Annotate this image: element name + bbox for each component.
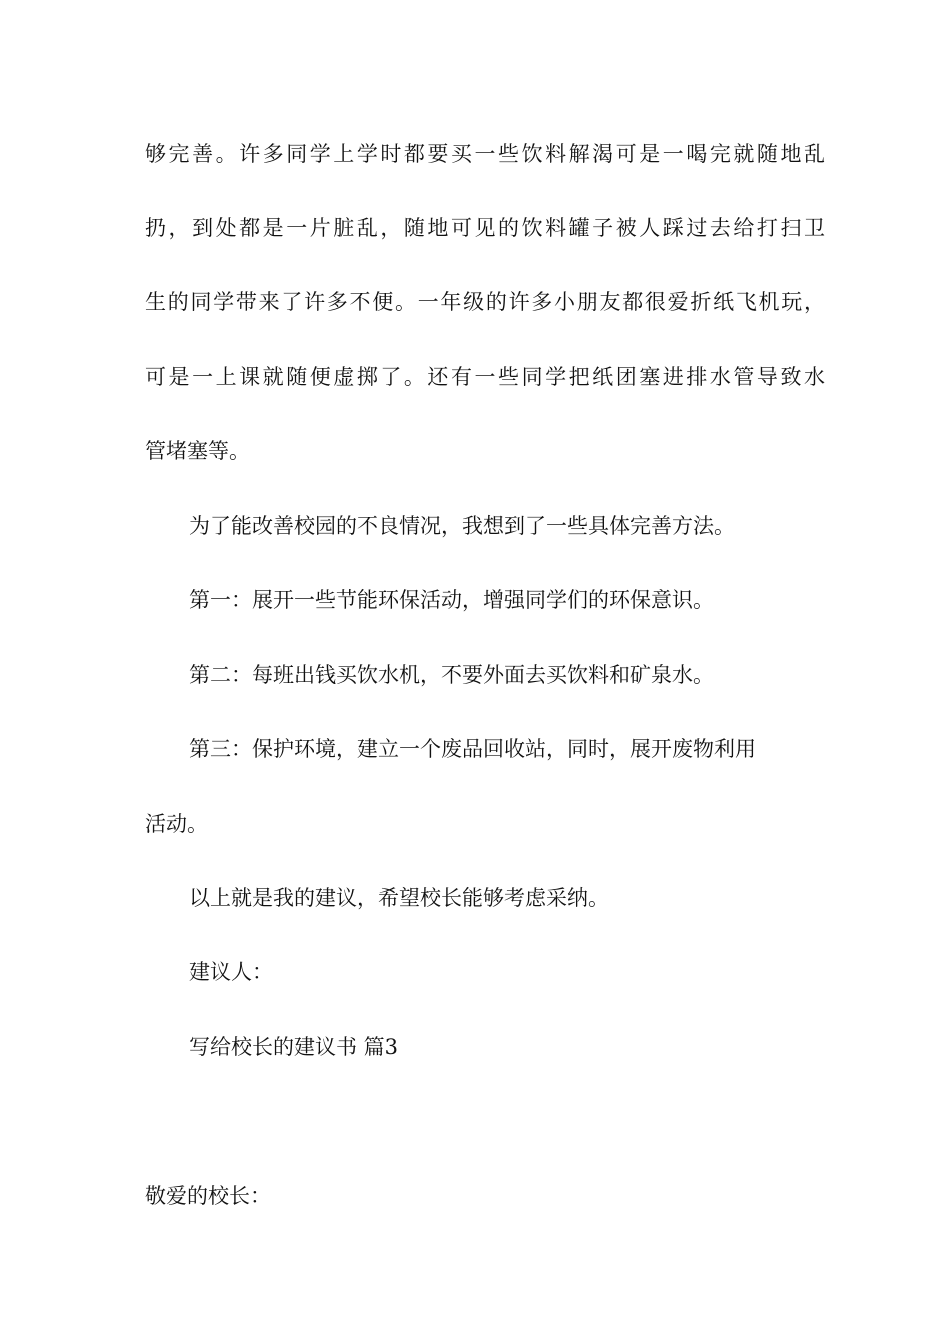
paragraph-line: 扔，到处都是一片脏乱，随地可见的饮料罐子被人踩过去给打扫卫 <box>145 216 825 240</box>
paragraph-line: 管堵塞等。 <box>145 439 250 463</box>
section-title: 写给校长的建议书 篇3 <box>189 1035 399 1059</box>
suggestion-point-3-continued: 活动。 <box>145 812 208 836</box>
suggestion-point-3: 第三：保护环境，建立一个废品回收站，同时，展开废物利用 <box>189 737 756 761</box>
signature-label: 建议人： <box>189 960 273 984</box>
paragraph-intro: 为了能改善校园的不良情况，我想到了一些具体完善方法。 <box>189 514 735 538</box>
suggestion-point-2: 第二：每班出钱买饮水机，不要外面去买饮料和矿泉水。 <box>189 663 714 687</box>
salutation: 敬爱的校长： <box>145 1184 271 1208</box>
suggestion-point-1: 第一：展开一些节能环保活动，增强同学们的环保意识。 <box>189 588 714 612</box>
paragraph-line: 可是一上课就随便虚掷了。还有一些同学把纸团塞进排水管导致水 <box>145 365 825 389</box>
closing-paragraph: 以上就是我的建议，希望校长能够考虑采纳。 <box>189 886 609 910</box>
paragraph-line: 够完善。许多同学上学时都要买一些饮料解渴可是一喝完就随地乱 <box>145 142 825 166</box>
paragraph-line: 生的同学带来了许多不便。一年级的许多小朋友都很爱折纸飞机玩， <box>145 290 825 314</box>
